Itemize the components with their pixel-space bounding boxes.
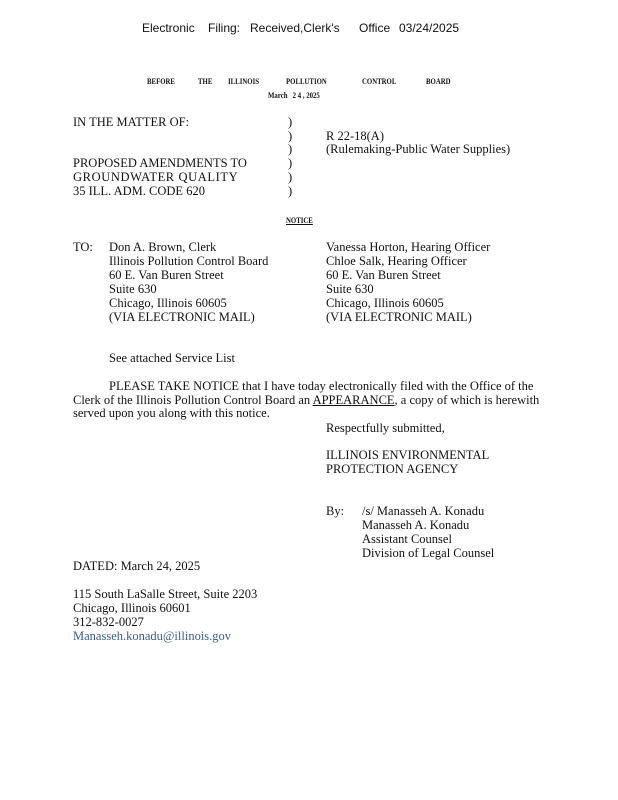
paren: ): [288, 170, 293, 184]
email-link[interactable]: Manasseh.konadu@illinois.gov: [73, 629, 232, 643]
recipient-line: 60 E. Van Buren Street: [109, 268, 224, 282]
signer-division: Division of Legal Counsel: [362, 546, 495, 560]
recipient-line: Chicago, Illinois 60605: [109, 296, 227, 310]
stamp-word: Received,Clerk's: [250, 21, 340, 35]
recipient-right: [326, 240, 490, 324]
matter-line: PROPOSED AMENDMENTS TO: [73, 156, 247, 170]
recipient-left: [109, 240, 268, 324]
by-label: By:: [326, 504, 345, 518]
stamp-word: Filing:: [208, 21, 241, 35]
caption-word: BEFORE: [147, 76, 175, 86]
recipient-line: 60 E. Van Buren Street: [326, 268, 441, 282]
stamp-word: Electronic: [142, 21, 195, 35]
paren: ): [288, 142, 293, 156]
recipient-line: Vanessa Horton, Hearing Officer: [326, 240, 491, 254]
caption-word: BOARD: [426, 76, 451, 86]
body-line: PLEASE TAKE NOTICE that I have today electronically filed with the Office of the: [109, 379, 534, 393]
closing: Respectfully submitted,: [326, 421, 445, 435]
signer-title: Assistant Counsel: [362, 532, 452, 546]
body-text: Clerk of the Illinois Pollution Control Board an: [73, 393, 313, 407]
recipient-line: (VIA ELECTRONIC MAIL): [109, 310, 255, 324]
matter-line: 35 ILL. ADM. CODE 620: [73, 184, 205, 198]
caption-word: THE: [198, 76, 213, 86]
agency-name: ILLINOIS ENVIRONMENTAL: [326, 448, 490, 462]
recipient-line: Chloe Salk, Hearing Officer: [326, 254, 467, 268]
stamp-word: Office: [359, 21, 391, 35]
paren: ): [288, 184, 293, 198]
body-text: , a copy of which is herewith: [394, 393, 540, 407]
signature-block: [362, 504, 494, 560]
recipient-line: Don A. Brown, Clerk: [109, 240, 217, 254]
docket-number: R 22-18(A): [326, 129, 384, 143]
address-block: [73, 587, 257, 643]
matter-line: IN THE MATTER OF:: [73, 115, 190, 129]
document-title: APPEARANCE: [312, 393, 395, 407]
to-label: TO:: [73, 240, 93, 254]
notice-title: NOTICE: [286, 215, 313, 225]
matter-line: GROUNDWATER QUALITY: [73, 170, 239, 184]
stamp-date: 03/24/2025: [399, 21, 460, 35]
address-line: Chicago, Illinois 60601: [73, 601, 191, 615]
recipient-line: (VIA ELECTRONIC MAIL): [326, 310, 472, 324]
recipient-line: Suite 630: [109, 282, 157, 296]
body-line: [73, 393, 539, 407]
agency-name: PROTECTION AGENCY: [326, 462, 459, 476]
phone: 312-832-0027: [73, 615, 144, 629]
paren: ): [288, 129, 293, 143]
address-line: 115 South LaSalle Street, Suite 2203: [73, 587, 258, 601]
caption-date: March 2 4 , 2025: [268, 90, 320, 100]
body-line: served upon you along with this notice.: [73, 406, 270, 420]
paren: ): [288, 156, 293, 170]
signer-name: Manasseh A. Konadu: [362, 518, 470, 532]
rulemaking-type: (Rulemaking-Public Water Supplies): [326, 142, 511, 156]
signature: /s/ Manasseh A. Konadu: [362, 504, 485, 518]
recipient-line: Chicago, Illinois 60605: [326, 296, 444, 310]
service-list-note: See attached Service List: [109, 351, 235, 365]
caption-word: ILLINOIS: [228, 76, 259, 86]
paren: ): [288, 115, 293, 129]
caption-word: CONTROL: [362, 76, 397, 86]
caption-word: POLLUTION: [286, 76, 327, 86]
recipient-line: Suite 630: [326, 282, 374, 296]
recipient-line: Illinois Pollution Control Board: [109, 254, 269, 268]
dated: DATED: March 24, 2025: [73, 559, 201, 573]
